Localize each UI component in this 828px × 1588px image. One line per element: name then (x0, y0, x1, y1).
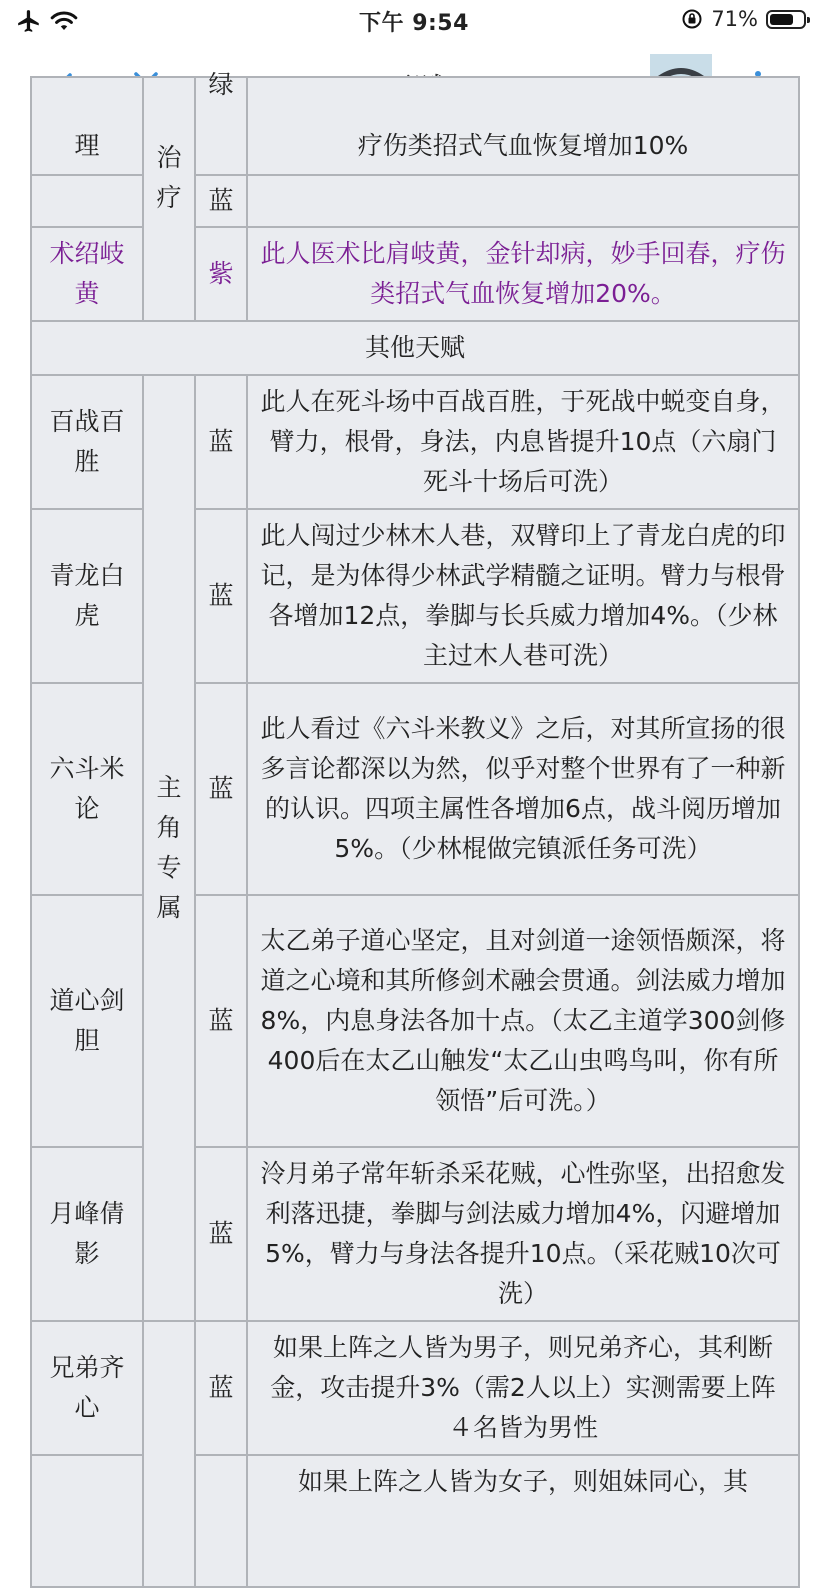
talent-quality: 蓝 (195, 175, 247, 227)
talent-desc: 疗伤类招式气血恢复增加10% (247, 77, 799, 175)
battery-fill (770, 14, 793, 25)
talent-quality: 蓝 (195, 1147, 247, 1321)
talent-name: 理 (31, 77, 143, 175)
section-row (31, 321, 799, 375)
talent-name (31, 175, 143, 227)
status-bar (0, 0, 828, 42)
talent-group (143, 1321, 195, 1587)
talent-quality: 蓝 (195, 1321, 247, 1455)
talent-quality: 蓝 (195, 895, 247, 1147)
talent-desc: 泠月弟子常年斩杀采花贼，心性弥坚，出招愈发利落迅捷，拳脚与剑法威力增加4%，闪避增加5%，臂力与身法各提升10点。（采花贼10次可洗） (247, 1147, 799, 1321)
talent-quality: 蓝 (195, 375, 247, 509)
section-title: 其他天赋 (31, 321, 799, 375)
talent-quality: 紫 (195, 227, 247, 321)
talent-group-label: 主角专属 (156, 773, 182, 922)
table-row (31, 77, 799, 175)
talent-name: 百战百胜 (31, 375, 143, 509)
battery-icon (766, 10, 806, 29)
battery-percent: 71% (711, 7, 758, 31)
talent-desc (247, 175, 799, 227)
talent-name: 月峰倩影 (31, 1147, 143, 1321)
talent-quality: 蓝 (195, 683, 247, 895)
talent-name (31, 1455, 143, 1587)
talent-table (30, 70, 800, 1588)
talent-desc: 太乙弟子道心坚定，且对剑道一途领悟颇深，将道之心境和其所修剑术融会贯通。剑法威力增加8%，内息身法各加十点。（太乙主道学300剑修400后在太乙山触发“太乙山虫鸣鸟叫，你有所领悟”后可洗。） (247, 895, 799, 1147)
talent-name: 道心剑胆 (31, 895, 143, 1147)
talent-desc: 如果上阵之人皆为男子，则兄弟齐心，其利断金，攻击提升3%（需2人以上）实测需要上阵４名皆为男性 (247, 1321, 799, 1455)
talent-quality: 绿 (195, 77, 247, 175)
status-right (681, 7, 806, 31)
status-time: 下午 9:54 (359, 11, 469, 36)
talent-desc: 此人在死斗场中百战百胜，于死战中蜕变自身，臂力，根骨，身法，内息皆提升10点（六扇门死斗十场后可洗） (247, 375, 799, 509)
table-row (31, 1321, 799, 1455)
table-row (31, 375, 799, 509)
talent-name: 兄弟齐心 (31, 1321, 143, 1455)
talent-name: 术绍岐黄 (31, 227, 143, 321)
orientation-lock-icon (681, 8, 703, 30)
talent-group (143, 77, 195, 321)
talent-name: 六斗米论 (31, 683, 143, 895)
talent-content[interactable] (0, 70, 828, 1496)
talent-quality (195, 1455, 247, 1587)
talent-group (143, 375, 195, 1321)
talent-quality: 蓝 (195, 509, 247, 683)
talent-name: 青龙白虎 (31, 509, 143, 683)
talent-desc: 此人看过《六斗米教义》之后，对其所宣扬的很多言论都深以为然，似乎对整个世界有了一种新的认识。四项主属性各增加6点，战斗阅历增加5%。（少林棍做完镇派任务可洗） (247, 683, 799, 895)
talent-group-label: 治疗 (156, 143, 182, 212)
talent-desc: 此人闯过少林木人巷，双臂印上了青龙白虎的印记，是为体得少林武学精髓之证明。臂力与根骨各增加12点，拳脚与长兵威力增加4%。（少林主过木人巷可洗） (247, 509, 799, 683)
talent-desc: 此人医术比肩岐黄，金针却病，妙手回春，疗伤类招式气血恢复增加20%。 (247, 227, 799, 321)
talent-desc: 如果上阵之人皆为女子，则姐妹同心，其 (247, 1455, 799, 1587)
